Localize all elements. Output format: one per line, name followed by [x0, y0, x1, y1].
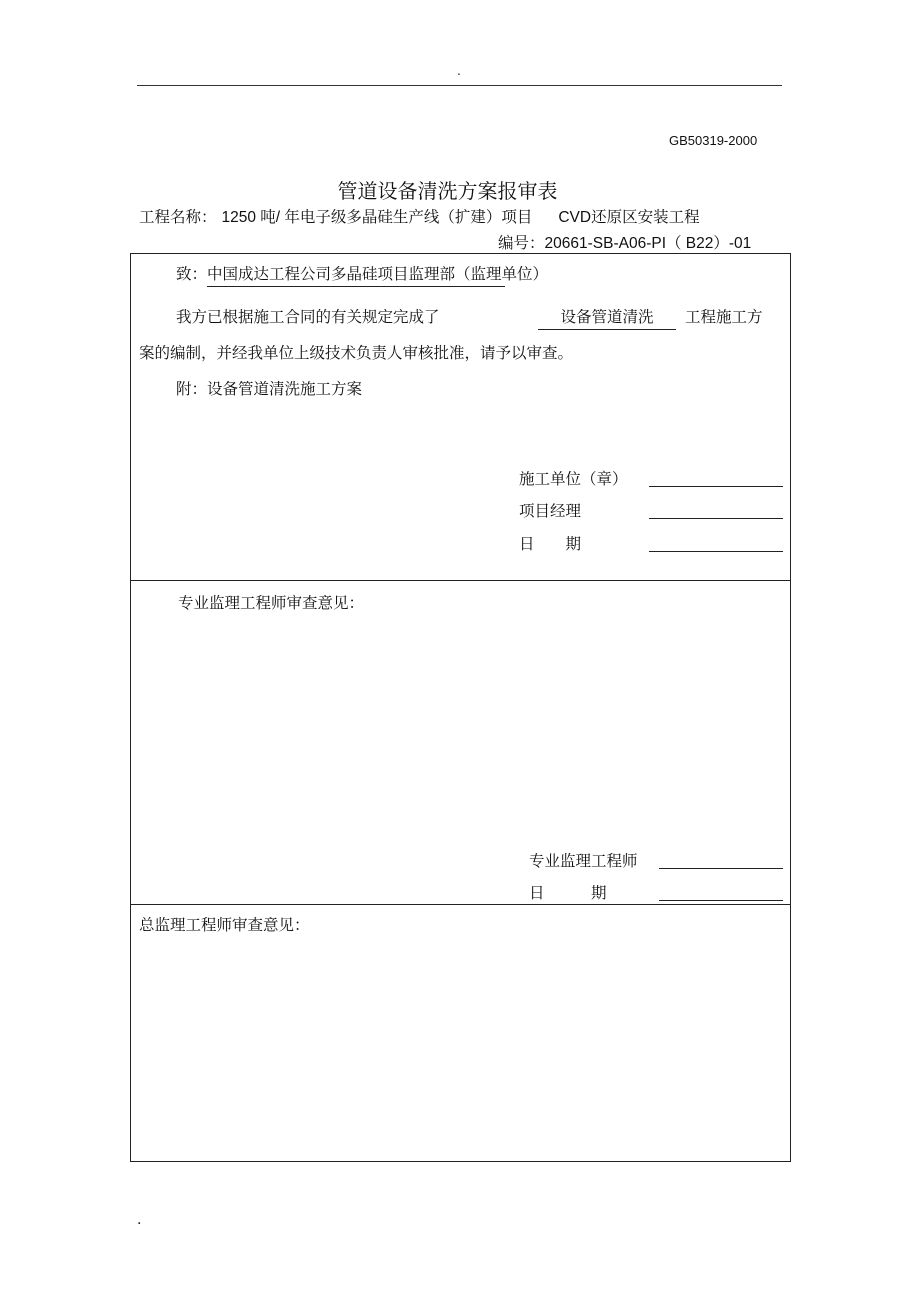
engineer-review-label: 专业监理工程师审查意见：: [178, 594, 365, 612]
code-value: 20661-SB-A06-PI（ B22）-01: [544, 235, 752, 252]
section-divider-1: [130, 580, 791, 581]
section2-date-label: 日 期: [529, 884, 607, 902]
attachment-line: 附：设备管道清洗施工方案: [176, 380, 363, 398]
form-code-line: [498, 231, 751, 253]
project-name-line: [139, 205, 700, 227]
code-label: 编号：: [498, 234, 545, 252]
to-value: 中国成达工程公司多晶硅项目监理部（监理单位）: [207, 262, 505, 287]
standard-code: GB50319-2000: [669, 133, 758, 148]
header-dot: .: [457, 64, 461, 78]
project-manager-label: 项目经理: [519, 502, 582, 520]
addressee-line: [176, 262, 549, 287]
to-label: 致：: [176, 265, 208, 283]
construction-unit-label: 施工单位（章）: [519, 470, 628, 488]
body-suffix: 工程施工方: [685, 308, 763, 326]
construction-unit-blank: [649, 486, 783, 487]
project-name-part1: 1250 吨/ 年电子级多晶硅生产线（扩建）项目: [221, 209, 533, 226]
section1-date-label: 日 期: [519, 535, 582, 553]
supervising-engineer-label: 专业监理工程师: [529, 852, 638, 870]
section2-date-blank: [659, 900, 783, 901]
project-name-part2: CVD还原区安装工程: [558, 209, 700, 226]
project-manager-blank: [649, 518, 783, 519]
section-divider-2: [130, 904, 791, 905]
supervising-engineer-blank: [659, 868, 783, 869]
section1-date-blank: [649, 551, 783, 552]
body-filled-value: 设备管道清洗: [538, 305, 676, 330]
body-line2: 案的编制，并经我单位上级技术负责人审核批准，请予以审查。: [139, 344, 574, 362]
project-label: 工程名称：: [139, 208, 217, 226]
header-rule: [137, 85, 782, 86]
footer-dot: .: [137, 1212, 142, 1228]
form-title: 管道设备清洗方案报审表: [337, 179, 558, 203]
chief-engineer-review-label: 总监理工程师审查意见：: [139, 916, 310, 934]
body-prefix: 我方已根据施工合同的有关规定完成了: [176, 308, 440, 326]
